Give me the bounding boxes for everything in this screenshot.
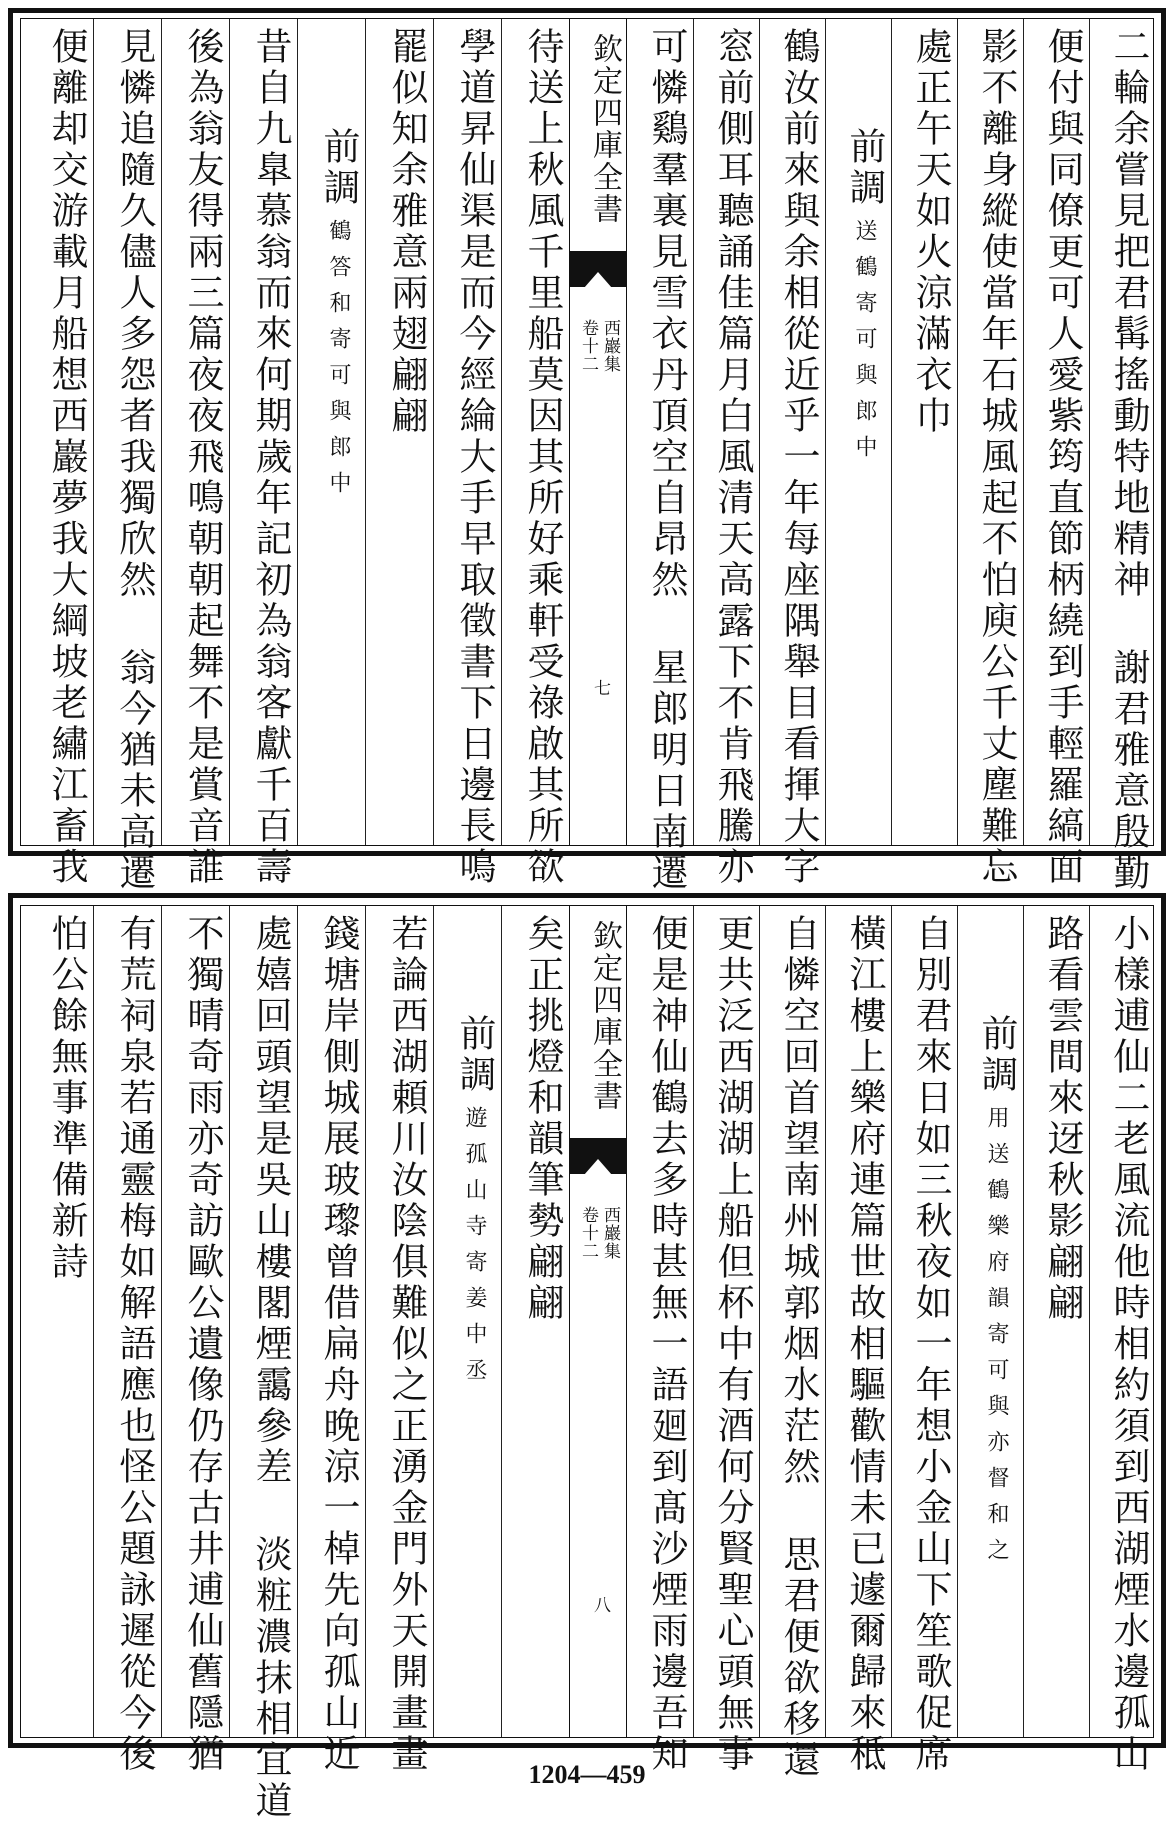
text-column <box>1031 27 1084 888</box>
column-rule <box>891 19 892 845</box>
column-subtitle: 遊孤山寺寄姜中丞 <box>462 1106 487 1394</box>
text-column <box>33 27 88 888</box>
bottom-center-fold <box>569 906 627 1737</box>
text-column <box>101 914 156 1775</box>
text-column <box>101 27 156 894</box>
column-rule <box>433 906 434 1737</box>
column-text: 可憐鷄羣裏見雪衣丹頂空自昂然 星郎明日南遷 <box>645 27 688 894</box>
bottom-left-half <box>21 906 569 1822</box>
column-rule <box>759 19 760 845</box>
column-text: 橫江樓上樂府連篇世故相驅歡情未已遽爾歸來秪 <box>843 914 886 1775</box>
text-column <box>237 914 292 1822</box>
column-rule <box>365 19 366 845</box>
bottom-center-tag-2: 卷十二 <box>578 1206 598 1260</box>
column-text: 不獨晴奇雨亦奇訪歐公遺像仍存古井逋仙舊隱猶 <box>181 914 224 1775</box>
text-column <box>305 27 360 507</box>
text-column <box>373 27 428 437</box>
column-rule <box>501 19 502 845</box>
column-text: 錢塘岸側城展玻瓈曾借扁舟晚涼一棹先向孤山近 <box>317 914 360 1775</box>
column-text: 見憐追隨久儘人多怨者我獨欣然 翁今猶未高遷 <box>113 27 156 894</box>
text-column <box>305 914 360 1775</box>
text-column <box>509 914 564 1324</box>
text-column <box>169 914 224 1775</box>
column-text: 昔自九臯慕翁而來何期歲年記初為翁客獻千百壽 <box>249 27 292 888</box>
text-column <box>701 27 754 888</box>
column-rule <box>825 906 826 1737</box>
text-column <box>1097 914 1150 1775</box>
column-rule <box>229 906 230 1737</box>
text-column <box>899 27 952 437</box>
text-column <box>965 27 1018 888</box>
bottom-center-tag-1: 西巖集 <box>600 1206 620 1260</box>
bottom-center-title: 欽定四庫全書 <box>587 920 622 1112</box>
column-text: 影不離身縱使當年石城風起不怕庾公千丈塵難忘 <box>975 27 1018 888</box>
top-left-half <box>21 19 569 894</box>
column-rule <box>693 19 694 845</box>
column-text: 便離却交游載月船想西巖夢我大綱坡老繡江畜我 <box>45 27 88 888</box>
column-text: 處正午天如火涼滿衣巾 <box>909 27 952 437</box>
text-column <box>169 27 224 888</box>
column-text: 若論西湖頼川汝陰俱難似之正湧金門外天開畫畫 <box>385 914 428 1775</box>
text-column <box>509 27 564 888</box>
text-column <box>767 914 820 1781</box>
column-subtitle: 鶴答和寄可與郎中 <box>326 219 351 507</box>
column-text: 小樣逋仙二老風流他時相約須到西湖煙水邊孤山 <box>1107 914 1150 1775</box>
column-text: 自別君來日如三秋夜如一年想小金山下笙歌促席 <box>909 914 952 1775</box>
column-rule <box>161 19 162 845</box>
column-text: 待送上秋風千里船莫因其所好乘軒受祿啟其所欲 <box>521 27 564 888</box>
column-rule <box>365 906 366 1737</box>
column-rule <box>1023 19 1024 845</box>
text-column <box>701 914 754 1775</box>
column-rule <box>1089 906 1090 1737</box>
column-text: 前調 <box>453 1014 496 1096</box>
column-rule <box>433 19 434 845</box>
column-text: 前調 <box>843 127 886 209</box>
text-column <box>1031 914 1084 1324</box>
column-rule <box>297 906 298 1737</box>
column-text: 怕公餘無事準備新詩 <box>45 914 88 1283</box>
text-column <box>899 914 952 1775</box>
column-text: 窓前側耳聽誦佳篇月白風清天高露下不肯飛騰亦 <box>711 27 754 888</box>
column-rule <box>1023 906 1024 1737</box>
column-rule <box>957 19 958 845</box>
bottom-fishtail-mark <box>570 1138 626 1174</box>
column-text: 學道昇仙渠是而今經綸大手早取徵書下日邊長鳴 <box>453 27 496 888</box>
column-text: 鶴汝前來與余相從近乎一年每座隅舉目看揮大字 <box>777 27 820 888</box>
column-rule <box>693 906 694 1737</box>
column-subtitle: 送鶴寄可與郎中 <box>852 219 877 471</box>
column-rule <box>957 906 958 1737</box>
text-column <box>635 914 688 1775</box>
top-center-tag-1: 西巖集 <box>600 319 620 373</box>
text-column <box>33 914 88 1283</box>
column-rule <box>891 906 892 1737</box>
column-rule <box>93 906 94 1737</box>
top-page-number: 七 <box>590 679 610 696</box>
column-rule <box>229 19 230 845</box>
column-rule <box>93 19 94 845</box>
column-text: 前調 <box>317 127 360 209</box>
column-subtitle: 用送鶴樂府韻寄可與亦督和之 <box>984 1106 1009 1574</box>
column-text: 罷似知余雅意兩翅翩翩 <box>385 27 428 437</box>
column-text: 更共泛西湖湖上船但杯中有酒何分賢聖心頭無事 <box>711 914 754 1775</box>
column-text: 有荒祠泉若通靈梅如解語應也怪公題詠遲從今後 <box>113 914 156 1775</box>
top-center-title: 欽定四庫全書 <box>587 33 622 225</box>
top-page <box>0 0 1174 894</box>
column-rule <box>501 906 502 1737</box>
column-rule <box>825 19 826 845</box>
text-column <box>833 914 886 1775</box>
column-rule <box>161 906 162 1737</box>
column-rule <box>759 906 760 1737</box>
text-column <box>833 27 886 471</box>
text-column <box>1097 27 1150 894</box>
text-column <box>441 27 496 888</box>
top-center-fold <box>569 19 627 845</box>
text-column <box>441 914 496 1394</box>
footer-page-code: 1204—459 <box>528 1760 646 1789</box>
column-rule <box>1089 19 1090 845</box>
column-text: 便是神仙鶴去多時甚無一語廻到髙沙煙雨邊吾知 <box>645 914 688 1775</box>
column-text: 後為翁友得兩三篇夜夜飛鳴朝朝起舞不是賞音誰 <box>181 27 224 888</box>
text-column <box>767 27 820 888</box>
column-text: 路看雲間來迓秋影翩翩 <box>1041 914 1084 1324</box>
text-column <box>965 914 1018 1574</box>
column-text: 處嬉回頭望是吳山樓閣煙靄參差 淡粧濃抹相宜道 <box>249 914 292 1822</box>
bottom-page-number: 八 <box>590 1596 610 1613</box>
column-rule <box>297 19 298 845</box>
text-column <box>237 27 292 888</box>
column-text: 前調 <box>975 1014 1018 1096</box>
column-text: 矣正挑燈和韻筆勢翩翩 <box>521 914 564 1324</box>
top-right-half <box>625 19 1155 894</box>
top-fishtail-mark <box>570 251 626 287</box>
column-text: 便付與同僚更可人愛紫筠直節柄繞到手輕羅縞面 <box>1041 27 1084 888</box>
column-text: 自憐空回首望南州城郭烟水茫然 思君便欲移還 <box>777 914 820 1781</box>
column-text: 二輪余嘗見把君髯搖動特地精神 謝君雅意殷勤 <box>1107 27 1150 894</box>
top-center-tag-2: 卷十二 <box>578 319 598 373</box>
bottom-right-half <box>625 906 1155 1781</box>
text-column <box>635 27 688 894</box>
text-column <box>373 914 428 1775</box>
top-inner-frame <box>20 18 1154 894</box>
